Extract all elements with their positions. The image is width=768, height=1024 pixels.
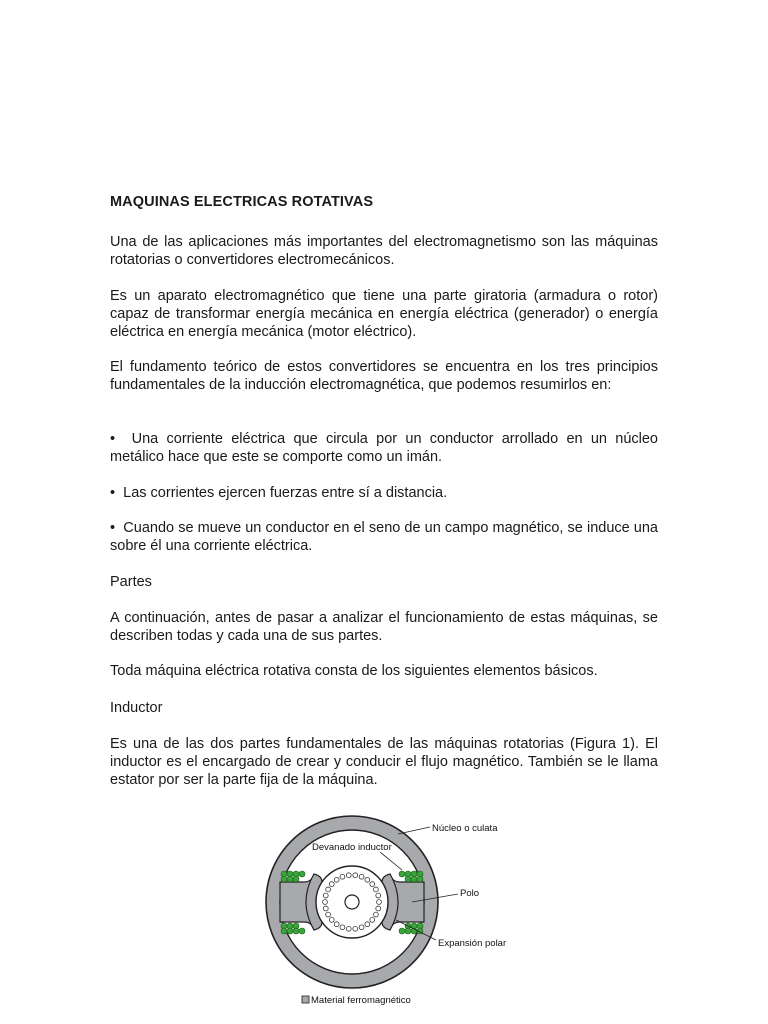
- paragraph-partes: A continuación, antes de pasar a analizar el funcionamiento de estas máquinas, se describen todas y cada una de sus partes.: [110, 610, 658, 644]
- bullet-item: [110, 519, 658, 555]
- rotor-slot: [326, 887, 331, 892]
- paragraph-definition: Es un aparato electromagnético que tiene una parte giratoria (armadura o rotor) capaz de transformar energía mecánica en energía eléctrica (generador) o energía eléctrica en energía mecánica (motor eléctrico).: [110, 288, 658, 340]
- rotor-slot: [346, 873, 351, 878]
- bullet-item: [110, 484, 658, 502]
- machine-diagram: [262, 812, 532, 1024]
- rotor-slot: [353, 873, 358, 878]
- label-core: Núcleo o culata: [432, 823, 498, 834]
- label-pole: Polo: [460, 888, 480, 899]
- section-heading-partes: Partes: [110, 574, 152, 590]
- rotor-slot: [370, 882, 375, 887]
- rotor-slot: [365, 877, 370, 882]
- paragraph-elements: Toda máquina eléctrica rotativa consta de los siguientes elementos básicos.: [110, 663, 598, 679]
- leader-core: [398, 827, 430, 834]
- rotor-slot: [365, 922, 370, 927]
- shaft: [345, 895, 359, 909]
- bullet-text: • Cuando se mueve un conductor en el seno de un campo magnético, se induce una sobre él una corriente eléctrica.: [110, 520, 658, 554]
- rotor-slot: [376, 893, 381, 898]
- rotor-slot: [334, 877, 339, 882]
- bullet-text: • Las corrientes ejercen fuerzas entre sí a distancia.: [110, 485, 447, 501]
- rotor-slot: [353, 926, 358, 931]
- bullet-item: [110, 430, 658, 466]
- bullet-text: • Una corriente eléctrica que circula por un conductor arrollado en un núcleo metálico hace que este se comporte como un imán.: [110, 431, 658, 465]
- rotor-slot: [376, 906, 381, 911]
- rotor-slot: [340, 874, 345, 879]
- label-winding: Devanado inductor: [312, 842, 392, 853]
- paragraph-intro: Una de las aplicaciones más importantes del electromagnetismo son las máquinas rotatorias o convertidores electromecánicos.: [110, 234, 658, 268]
- rotor-slot: [359, 925, 364, 930]
- rotor-slot: [326, 912, 331, 917]
- paragraph-inductor: Es una de las dos partes fundamentales de las máquinas rotatorias (Figura 1). El inductor es el encargado de crear y conducir el flujo magnético. También se le llama estator por ser la parte fija de la máquina.: [110, 736, 658, 788]
- paragraph-principles: El fundamento teórico de estos convertidores se encuentra en los tres principios fundamentales de la inducción electromagnética, que podemos resumirlos en:: [110, 359, 658, 393]
- rotor-slot: [346, 926, 351, 931]
- rotor-slot: [323, 906, 328, 911]
- rotor-slot: [323, 893, 328, 898]
- rotor-slot: [377, 900, 382, 905]
- section-heading-inductor: Inductor: [110, 700, 163, 716]
- rotor-slot: [334, 922, 339, 927]
- legend-label: Material ferromagnético: [311, 995, 411, 1006]
- rotor-slot: [359, 874, 364, 879]
- rotor-slot: [370, 918, 375, 923]
- rotor-slot: [323, 900, 328, 905]
- document-title: MAQUINAS ELECTRICAS ROTATIVAS: [110, 194, 374, 210]
- rotor-slot: [329, 882, 334, 887]
- rotor-slot: [329, 918, 334, 923]
- label-pole-shoe: Expansión polar: [438, 938, 507, 949]
- rotor-slot: [374, 912, 379, 917]
- legend-swatch: [302, 996, 309, 1003]
- rotor-slot: [340, 925, 345, 930]
- machine-diagram-svg: [262, 812, 532, 1024]
- rotor-slot: [374, 887, 379, 892]
